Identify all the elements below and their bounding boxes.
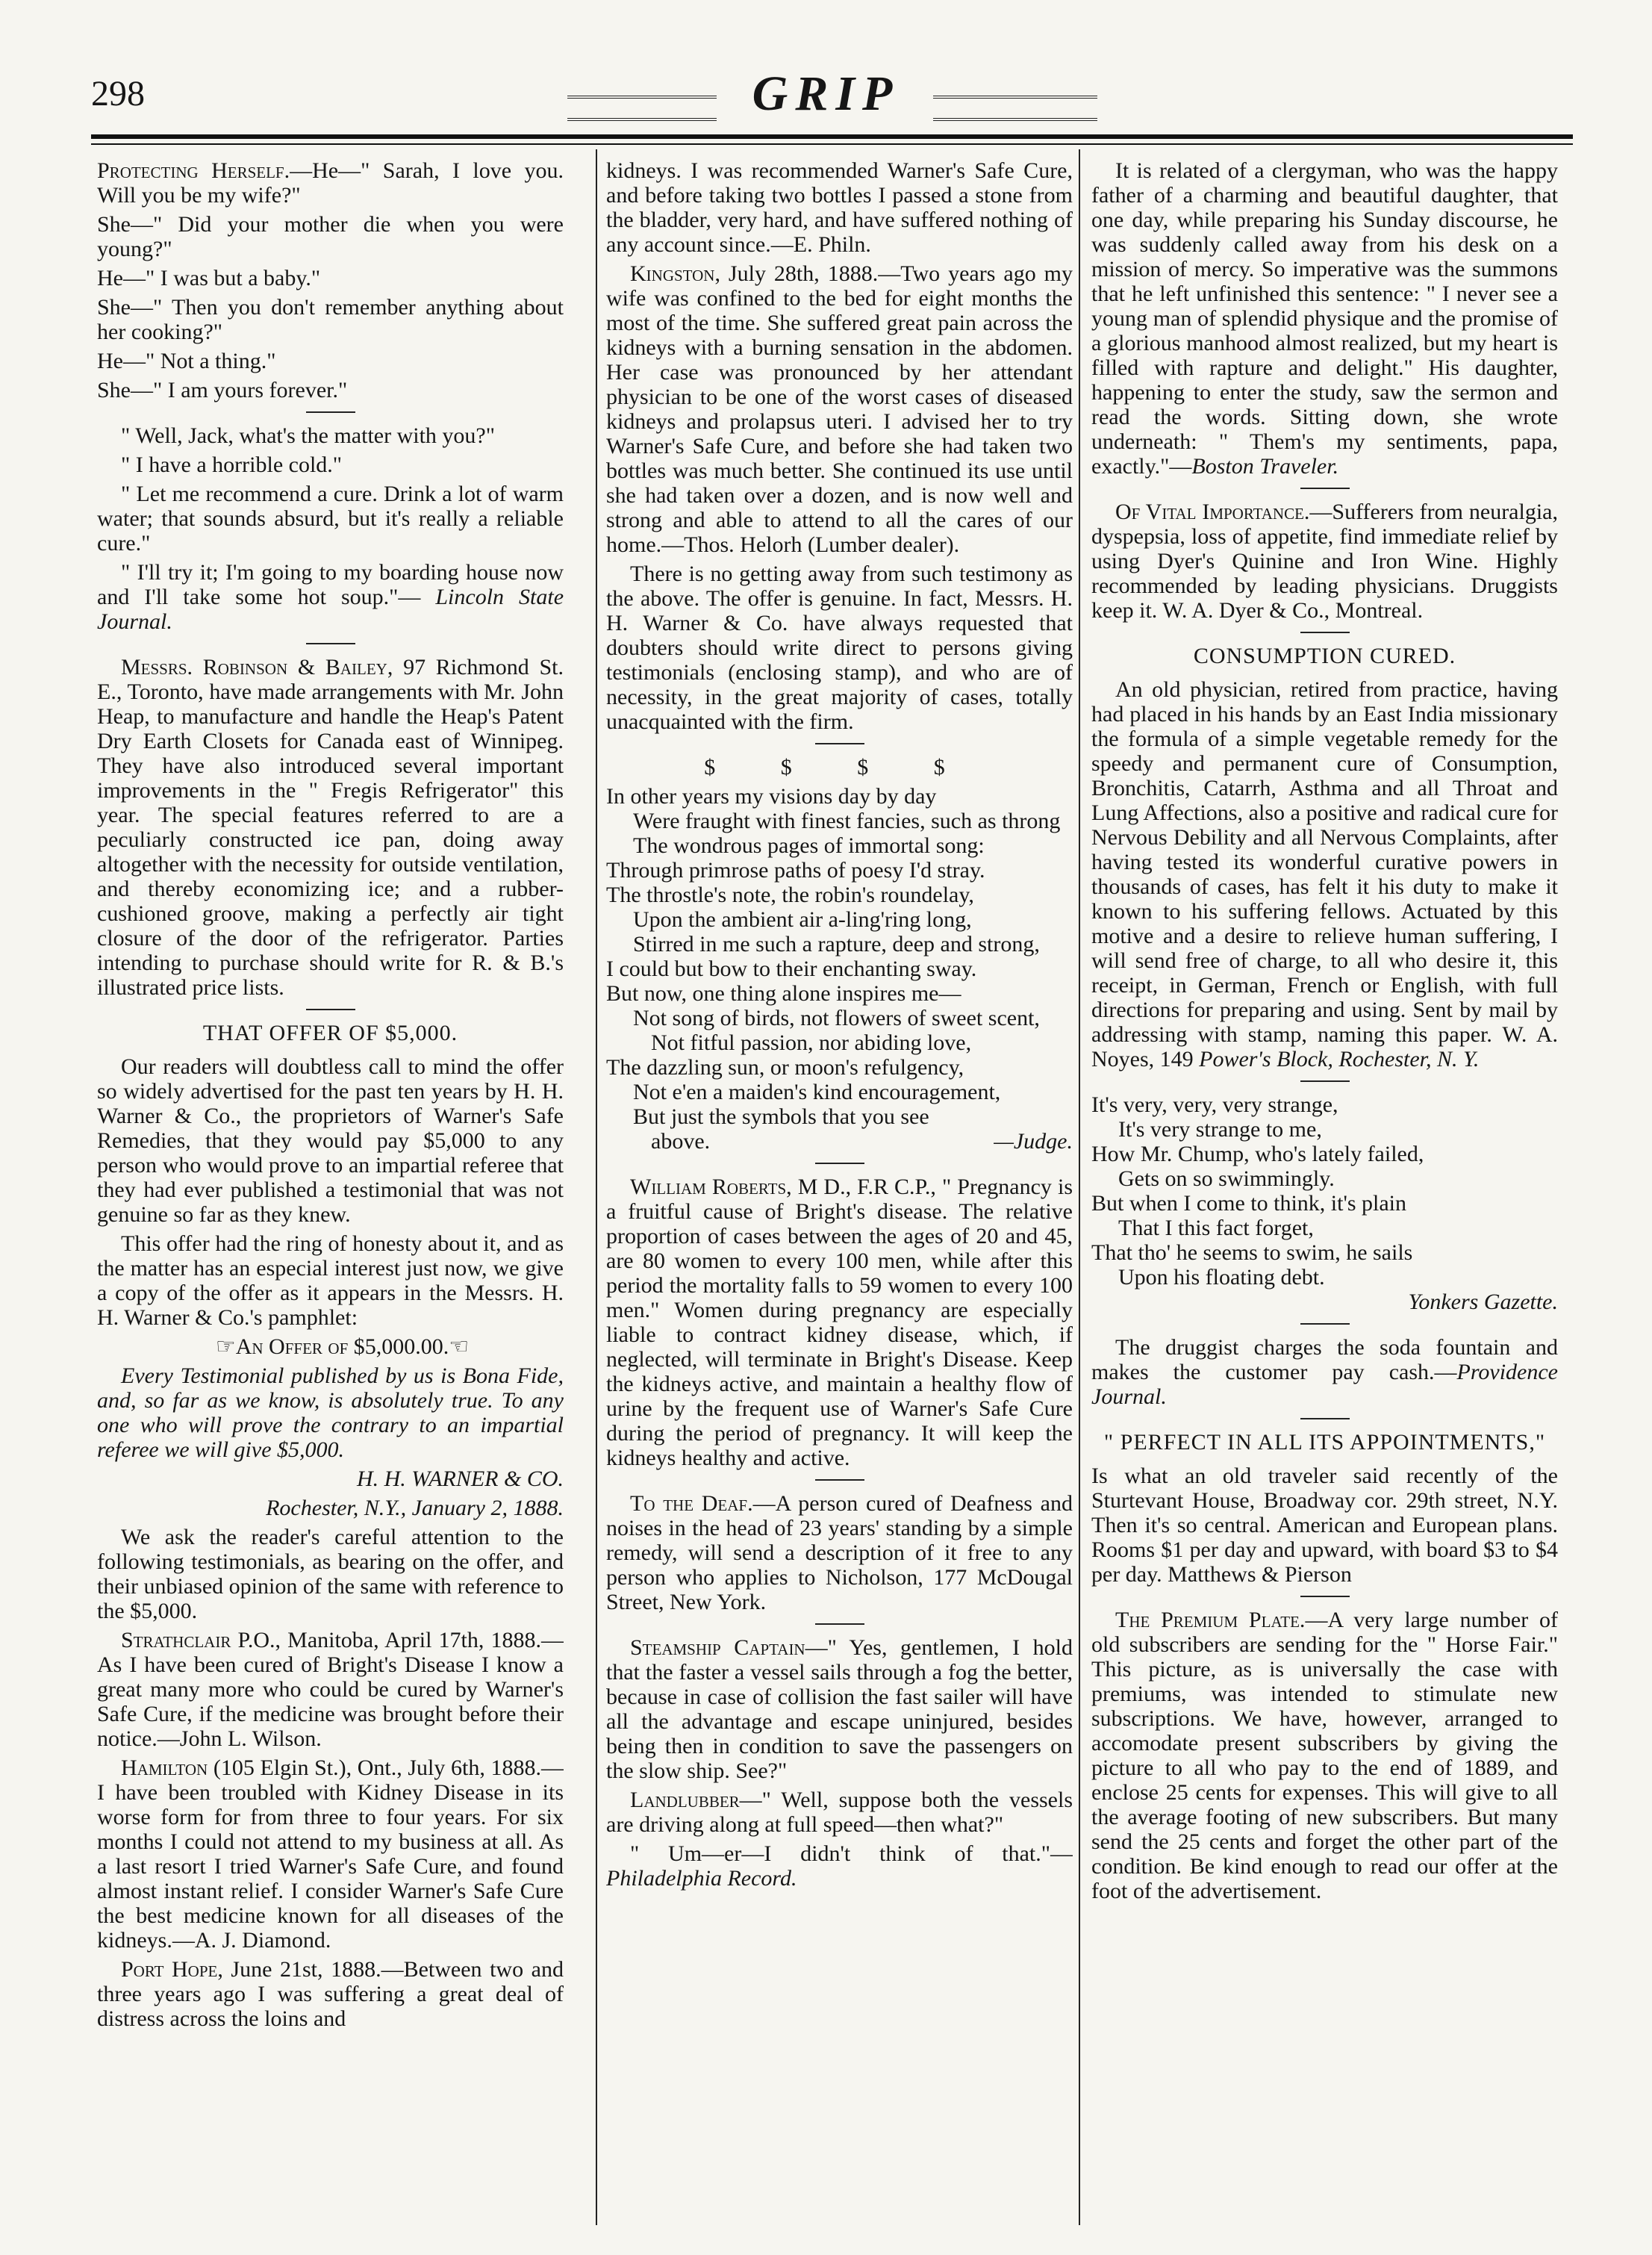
paragraph: Steamship Captain—" Yes, gentlemen, I hold that the faster a vessel sails through a fog the better, because in case of collision the fast sailer will have all the advantage and escape uninjured, besides being then in condition to save the passengers on the slow ship. See?" [606, 1635, 1073, 1783]
paragraph: This offer had the ring of honesty about it, and as the matter has an especial interest just now, we give a copy of the offer as it appears in the Messrs. H. H. Warner & Co.'s pamphlet: [97, 1231, 564, 1330]
ornament-right [933, 96, 1097, 121]
paragraph: The druggist charges the soda fountain and makes the customer pay cash.—Providence Journal. [1091, 1335, 1558, 1409]
verse-line: It's very strange to me, [1118, 1117, 1322, 1142]
section-heading: " PERFECT IN ALL ITS APPOINTMENTS," [1103, 1430, 1546, 1455]
paragraph: There is no getting away from such testimony as the above. The offer is genuine. In fact, Messrs. H. H. Warner & Co. have always requested that doubters should write direct to persons giving testimonials (enclosing stamp), and who are of necessity, in the great majority of cases, totally unacquainted with the firm. [606, 562, 1073, 734]
offer-signature: H. H. WARNER & CO. [356, 1466, 564, 1491]
poem-line: Not e'en a maiden's kind encouragement, [633, 1080, 1001, 1104]
paragraph: " Um—er—I didn't think of that."— Philadelphia Record. [606, 1841, 1073, 1891]
separator [815, 1163, 864, 1164]
verse-line: But when I come to think, it's plain [1091, 1191, 1407, 1216]
paragraph: kidneys. I was recommended Warner's Safe Cure, and before taking two bottles I passed a stone from the bladder, very hard, and have suffered nothing of any account since.—E. Philn. [606, 158, 1073, 257]
paragraph: She—" Then you don't remember anything about her cooking?" [97, 295, 564, 344]
poem-line: above. —Judge. [651, 1129, 1073, 1154]
offer-date: Rochester, N.Y., January 2, 1888. [266, 1496, 564, 1520]
column-1 [97, 158, 564, 2219]
paragraph: Of Vital Importance.—Sufferers from neuralgia, dyspepsia, loss of appetite, find immediate relief by using Dyer's Quinine and Iron Wine. Highly recommended by leading physicians. Druggists keep it. W. A. Dyer & Co., Montreal. [1091, 500, 1558, 623]
separator [1300, 1596, 1350, 1597]
dollar-signs: $ $ $ $ [704, 755, 975, 780]
separator [1300, 1418, 1350, 1419]
paragraph: It is related of a clergyman, who was the happy father of a charming and beautiful daughter, that one day, while preparing his Sunday discourse, he was suddenly called away from his desk on a mission of mercy. So imperative was the summons that he left unfinished this sentence: " I never see a young man of splendid physique and the promise of a glorious manhood almost realized, but my heart is filled with rapture and delight." His daughter, happening to enter the study, saw the sermon and read the words. Sitting down, she wrote underneath: " Them's my sentiments, papa, exactly."—Boston Traveler. [1091, 158, 1558, 479]
section-heading: THAT OFFER OF $5,000. [202, 1021, 458, 1045]
poem-line: Upon the ambient air a-ling'ring long, [633, 907, 972, 932]
offer-title: ☞An Offer of $5,000.00.☜ [215, 1334, 470, 1359]
separator [306, 411, 355, 413]
paragraph: She—" I am yours forever." [97, 378, 348, 402]
paragraph: Strathclair P.O., Manitoba, April 17th, 1888.—As I have been cured of Bright's Disease I know a great many more who could be cured by Warner's Safe Cure, if the medicine was brought before their notice.—John L. Wilson. [97, 1628, 564, 1751]
column-2 [606, 158, 1073, 2219]
verse-line: Upon his floating debt. [1118, 1265, 1325, 1290]
verse-line: How Mr. Chump, who's lately failed, [1091, 1142, 1424, 1166]
paragraph: Port Hope, June 21st, 1888.—Between two and three years ago I was suffering a great deal of distress across the loins and [97, 1957, 564, 2031]
header-rule [91, 134, 1573, 139]
paragraph: An old physician, retired from practice, having had placed in his hands by an East India missionary the formula of a simple vegetable remedy for the speedy and permanent cure of Consumption, Bronchitis, Catarrh, Asthma and all Throat and Lung Affections, also a positive and radical cure for Nervous Debility and all Nervous Complaints, after having tested its wonderful curative powers in thousands of cases, has felt it his duty to make it known to his suffering fellows. Actuated by this motive and a desire to relieve human suffering, I will send free of charge, to all who desire it, this receipt, in German, French or English, with full directions for preparing and using. Sent by mail by addressing with stamp, naming this paper. W. A. Noyes, 149 Power's Block, Rochester, N. Y. [1091, 677, 1558, 1071]
poem-line: The wondrous pages of immortal song: [633, 833, 985, 858]
paragraph: " I have a horrible cold." [121, 452, 343, 477]
paragraph: Hamilton (105 Elgin St.), Ont., July 6th, 1888.—I have been troubled with Kidney Disease in its worse form for from three to four years. For six months I could not attend to my business at all. As a last resort I tried Warner's Safe Cure, and found almost instant relief. I consider Warner's Safe Cure the best medicine known for all diseases of the kidneys.—A. J. Diamond. [97, 1755, 564, 1953]
paragraph: Our readers will doubtless call to mind the offer so widely advertised for the past ten years by H. H. Warner & Co., the proprietors of Warner's Safe Remedies, that they would pay $5,000 to any person who would prove to an impartial referee that they had ever published a testimonial that was not genuine so far as they knew. [97, 1054, 564, 1227]
separator [815, 1623, 864, 1625]
verse-line: It's very, very, very strange, [1091, 1092, 1338, 1117]
verse-line: Gets on so swimmingly. [1118, 1166, 1335, 1191]
verse-line: That tho' he seems to swim, he sails [1091, 1240, 1413, 1265]
section-heading: CONSUMPTION CURED. [1193, 644, 1456, 668]
separator [1300, 488, 1350, 489]
poem-line: The throstle's note, the robin's roundelay, [606, 883, 974, 907]
poem-line: Were fraught with finest fancies, such as throng [633, 809, 1061, 833]
paragraph: Kingston, July 28th, 1888.—Two years ago my wife was confined to the bed for eight months the most of the time. She suffered great pain across the kidneys with a burning sensation in the abdomen. Her case was pronounced by her attendant physician to be one of the worst cases of diseased kidneys and prolapsus uteri. I advised her to try Warner's Safe Cure, and before she had taken two bottles was much better. She continued its use until she had taken over a dozen, and is now well and strong and able to attend to all the cares of our home.—Thos. Helorh (Lumber dealer). [606, 261, 1073, 557]
paragraph: We ask the reader's careful attention to the following testimonials, as bearing on the offer, and their unbiased opinion of the same with reference to the $5,000. [97, 1525, 564, 1623]
paragraph: He—" I was but a baby." [97, 266, 321, 290]
poem-line: In other years my visions day by day [606, 784, 937, 809]
masthead [0, 0, 1652, 149]
separator [815, 1479, 864, 1481]
poem-line: But now, one thing alone inspires me— [606, 981, 961, 1006]
separator [1300, 632, 1350, 633]
paragraph: " Let me recommend a cure. Drink a lot of warm water; that sounds absurd, but it's really a reliable cure." [97, 482, 564, 556]
poem-line: Not fitful passion, nor abiding love, [651, 1030, 972, 1055]
poem-line: But just the symbols that you see [633, 1104, 929, 1129]
verse [1091, 1092, 1558, 1290]
paragraph: " I'll try it; I'm going to my boarding house now and I'll take some hot soup."— Lincoln State Journal. [97, 560, 564, 634]
page-number: 298 [91, 74, 145, 113]
paragraph: William Roberts, M D., F.R C.P., " Pregnancy is a fruitful cause of Bright's disease. The relative proportion of cases between the ages of 20 and 45, are 80 women to every 100 men, while after this period the mortality falls to 59 women to every 100 men." Women during pregnancy are especially liable to contract kidney disease, which, if neglected, will terminate in Bright's Disease. Keep the kidneys active, and maintain a healthy flow of urine by the frequent use of Warner's Safe Cure during the period of pregnancy. It will keep the kidneys healthy and active. [606, 1175, 1073, 1470]
separator [1300, 1323, 1350, 1325]
separator [306, 1009, 355, 1010]
poem [606, 784, 1073, 1154]
separator [306, 643, 355, 644]
column-divider [1079, 149, 1080, 2225]
separator [815, 743, 864, 744]
paragraph: She—" Did your mother die when you were young?" [97, 212, 564, 261]
poem-line: Stirred in me such a rapture, deep and strong, [633, 932, 1040, 957]
poem-line: The dazzling sun, or moon's refulgency, [606, 1055, 964, 1080]
page-title: GRIP [752, 66, 900, 121]
poem-line: Not song of birds, not flowers of sweet scent, [633, 1006, 1040, 1030]
poem-line: Through primrose paths of poesy I'd stray. [606, 858, 985, 883]
paragraph: " Well, Jack, what's the matter with you?" [121, 423, 495, 448]
paragraph: The Premium Plate.—A very large number of old subscribers are sending for the " Horse Fair." This picture, as is universally the case with premiums, was intended to stimulate new subscriptions. We have, however, arranged to accomodate present subscribers by giving the picture to all who pay to the end of 1889, and enclose 25 cents for expenses. This will give to all the average footing of new subscribers. But many send the 25 cents and forget the other part of the condition. Be kind enough to read our offer at the foot of the advertisement. [1091, 1608, 1558, 1903]
separator [1300, 1080, 1350, 1082]
paragraph: Messrs. Robinson & Bailey, 97 Richmond St. E., Toronto, have made arrangements with Mr. John Heap, to manufacture and handle the Heap's Patent Dry Earth Closets for Canada east of Winnipeg. They have also introduced several important improvements in the " Fregis Refrigerator" this year. The special features referred to are a peculiarly constructed ice pan, doing away altogether with the necessity for outside ventilation, and thereby economizing ice; and a rubber-cushioned groove, making a perfectly air tight closure of the door of the refrigerator. Parties intending to purchase should write for R. & B.'s illustrated price lists. [97, 655, 564, 1000]
column-divider [596, 149, 597, 2225]
paragraph: Landlubber—" Well, suppose both the vessels are driving along at full speed—then what?" [606, 1788, 1073, 1837]
paragraph: To the Deaf.—A person cured of Deafness and noises in the head of 23 years' standing by a simple remedy, will send a description of it free to any person who applies to Nicholson, 177 McDougal Street, New York. [606, 1491, 1073, 1614]
paragraph: Protecting Herself.—He—" Sarah, I love you. Will you be my wife?" [97, 158, 564, 208]
verse-line: That I this fact forget, [1118, 1216, 1314, 1240]
poem-line: I could but bow to their enchanting sway. [606, 957, 977, 981]
offer-text: Every Testimonial published by us is Bona Fide, and, so far as we know, is absolutely true. To any one who will prove the contrary to an impartial referee we will give $5,000. [97, 1363, 564, 1462]
header-rule-thin [91, 143, 1573, 145]
paragraph: Is what an old traveler said recently of the Sturtevant House, Broadway cor. 29th street, N.Y. Then it's so central. American and European plans. Rooms $1 per day and upward, with board $3 to $4 per day. Matthews & Pierson [1091, 1464, 1558, 1587]
column-3 [1091, 158, 1558, 2219]
paragraph: He—" Not a thing." [97, 349, 276, 373]
source-credit: Yonkers Gazette. [1408, 1290, 1558, 1314]
